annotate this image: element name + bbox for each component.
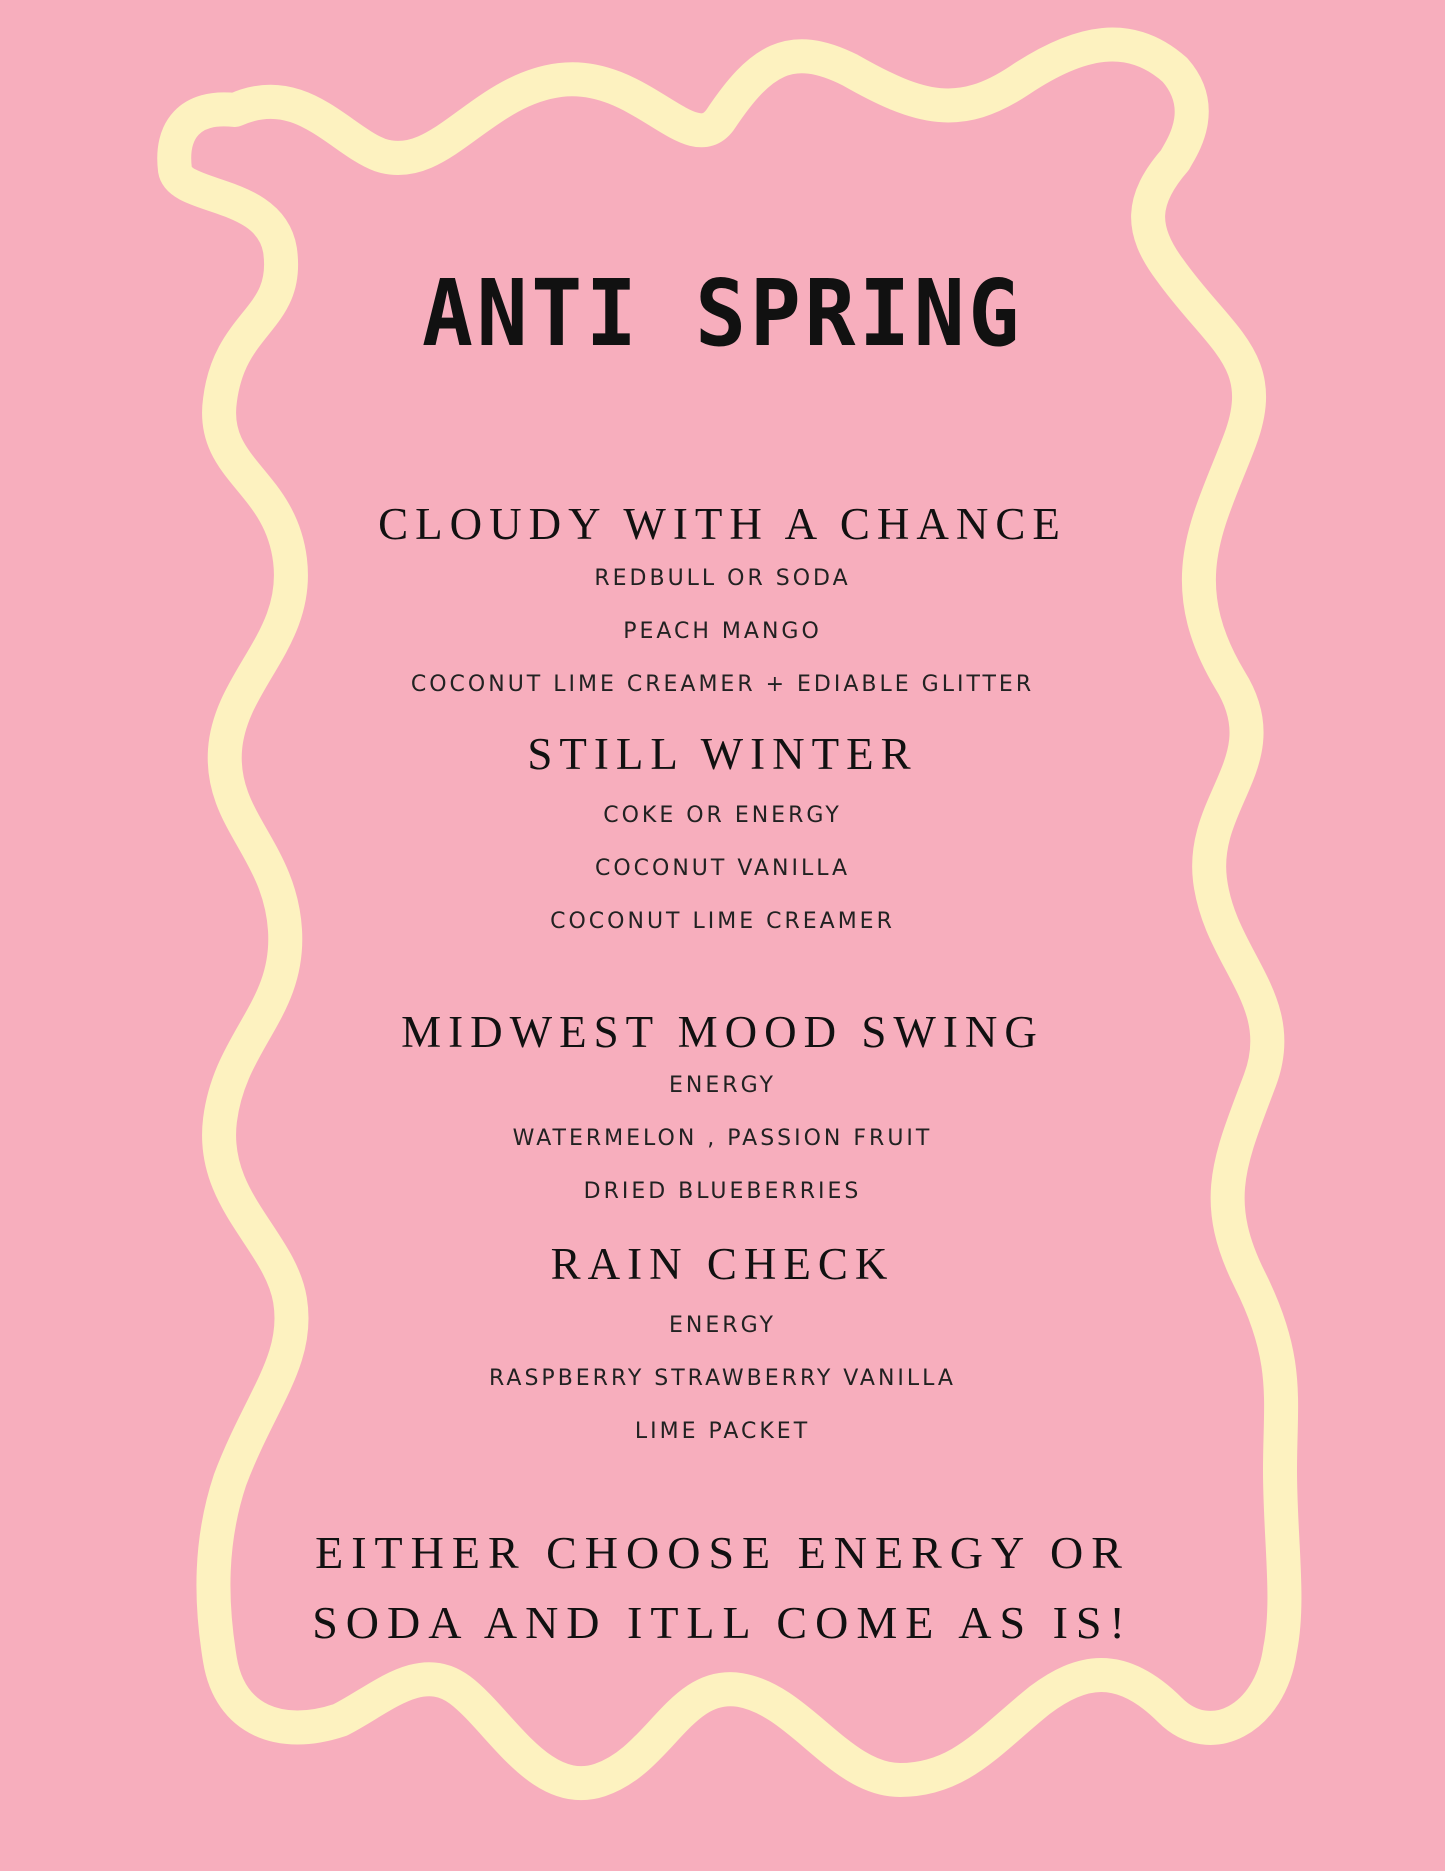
menu-item: ENERGY	[669, 1073, 776, 1098]
menu-item: COCONUT LIME CREAMER	[550, 909, 895, 934]
menu-item: COCONUT LIME CREAMER + EDIABLE GLITTER	[410, 672, 1035, 697]
menu-item: LIME PACKET	[634, 1419, 811, 1444]
footer-note-line-1: EITHER CHOOSE ENERGY OR	[315, 1527, 1130, 1578]
section-title-rain-check: RAIN CHECK	[550, 1239, 895, 1289]
section-title-midwest-mood-swing: MIDWEST MOOD SWING	[401, 1007, 1044, 1057]
menu-item: REDBULL OR SODA	[594, 566, 851, 591]
menu-item: COCONUT VANILLA	[594, 856, 851, 881]
menu-item: PEACH MANGO	[623, 619, 822, 644]
menu-item: WATERMELON , PASSION FRUIT	[512, 1126, 933, 1151]
menu-item: RASPBERRY STRAWBERRY VANILLA	[489, 1366, 956, 1391]
section-title-still-winter: STILL WINTER	[527, 729, 918, 779]
menu-item: ENERGY	[669, 1313, 776, 1338]
section-title-cloudy-with-a-chance: CLOUDY WITH A CHANCE	[378, 499, 1067, 549]
menu-title: ANTI SPRING	[421, 260, 1024, 367]
footer-note-line-2: SODA AND ITLL COME AS IS!	[312, 1597, 1133, 1648]
menu-item: COKE OR ENERGY	[603, 803, 842, 828]
menu-item: DRIED BLUEBERRIES	[583, 1179, 862, 1204]
